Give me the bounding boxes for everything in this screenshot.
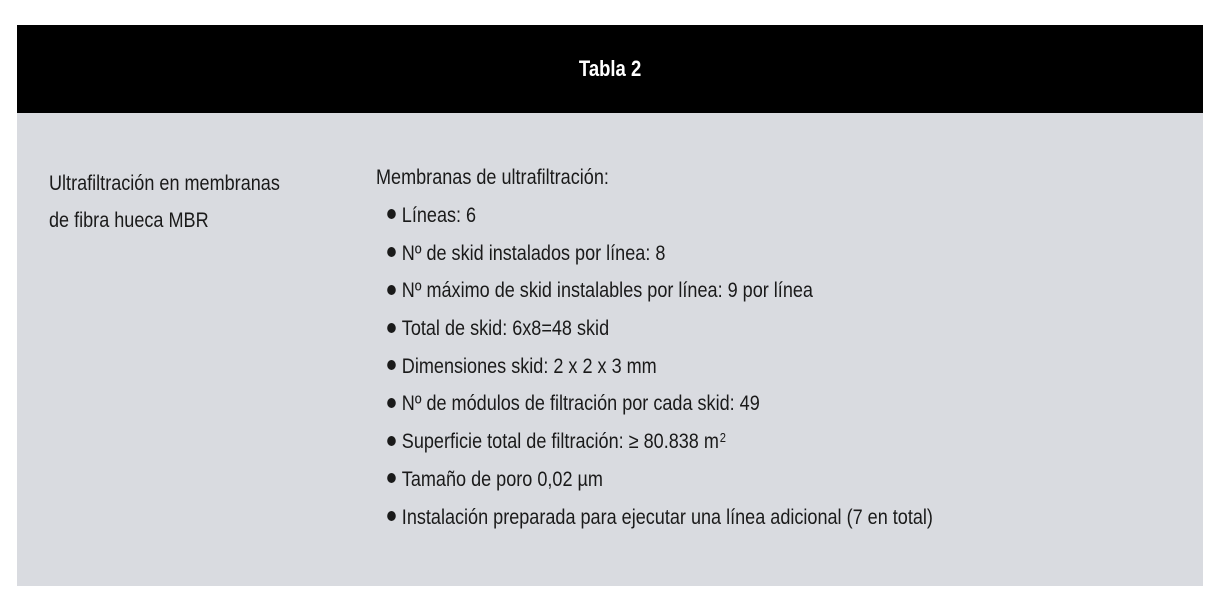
bullet-icon bbox=[387, 285, 396, 295]
table-title: Tabla 2 bbox=[578, 56, 642, 81]
bullet-icon bbox=[387, 511, 396, 521]
unit-superscript: 2 bbox=[719, 430, 726, 446]
bullet-icon bbox=[387, 360, 396, 370]
bullet-icon bbox=[387, 209, 396, 219]
list-item bbox=[376, 235, 1047, 273]
bullet-icon bbox=[387, 247, 396, 257]
content-heading: Membranas de ultrafiltración: bbox=[376, 166, 609, 189]
list-item bbox=[376, 272, 1047, 310]
table-container bbox=[17, 25, 1203, 586]
bullet-icon bbox=[387, 323, 396, 333]
bullet-icon bbox=[387, 398, 396, 408]
list-item bbox=[376, 348, 1047, 386]
list-item-text: Líneas: 6 bbox=[401, 204, 477, 227]
list-item-text: Nº de skid instalados por línea: 8 bbox=[401, 241, 666, 265]
row-label bbox=[49, 165, 349, 239]
row-label-line-2: de fibra hueca MBR bbox=[49, 209, 209, 232]
bullet-icon bbox=[387, 436, 396, 446]
list-item-text: Nº máximo de skid instalables por línea: 9 por línea bbox=[401, 279, 813, 303]
bullet-icon bbox=[387, 473, 396, 483]
table-header bbox=[17, 25, 1203, 113]
list-item bbox=[376, 197, 1047, 235]
list-item bbox=[376, 385, 1047, 423]
list-item-text: Tamaño de poro 0,02 µm bbox=[401, 467, 603, 491]
list-item-text: Nº de módulos de filtración por cada skid: 49 bbox=[401, 392, 760, 416]
list-item bbox=[376, 461, 1047, 499]
list-item-text: Dimensiones skid: 2 x 2 x 3 mm bbox=[401, 354, 657, 378]
list-item-text: Superficie total de filtración: ≥ 80.838 m bbox=[401, 430, 719, 454]
list-item bbox=[376, 310, 1047, 348]
row-label-line-1: Ultrafiltración en membranas bbox=[49, 172, 280, 195]
bullet-list bbox=[376, 197, 1156, 536]
row-content bbox=[376, 159, 1156, 536]
list-item bbox=[376, 499, 1047, 537]
list-item-text: Total de skid: 6x8=48 skid bbox=[401, 317, 610, 341]
list-item bbox=[376, 423, 1047, 461]
list-item-text: Instalación preparada para ejecutar una línea adicional (7 en total) bbox=[401, 505, 933, 529]
